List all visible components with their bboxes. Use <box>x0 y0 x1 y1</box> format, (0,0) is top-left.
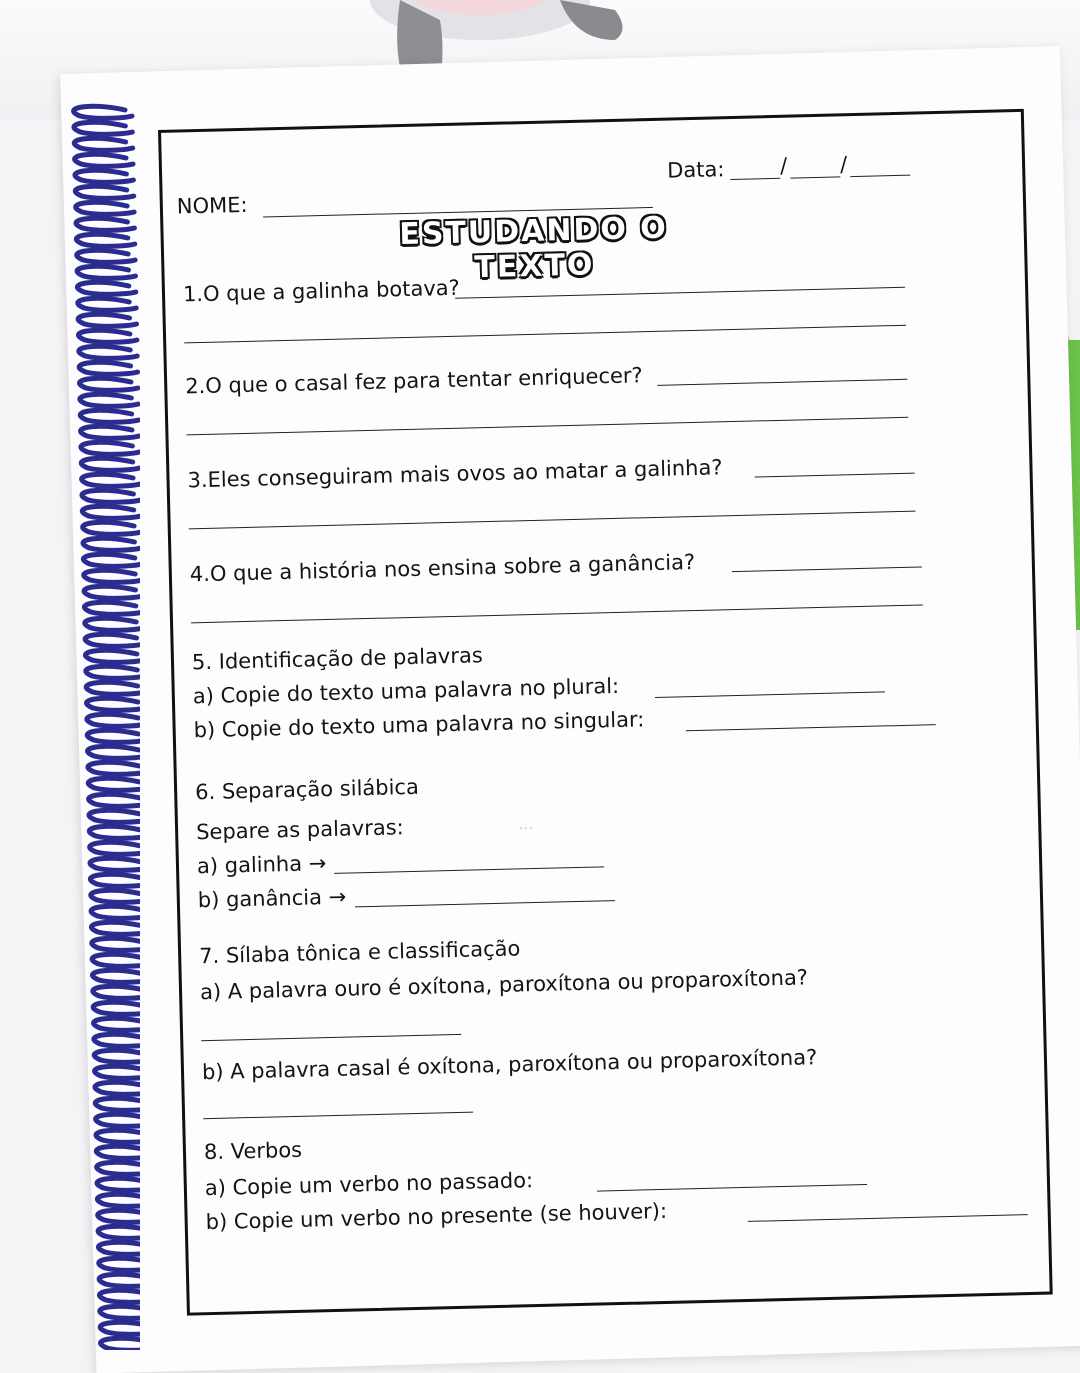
spiral-coil <box>75 186 133 198</box>
spiral-coil <box>90 858 140 870</box>
spiral-coil <box>89 810 140 822</box>
spiral-coil <box>94 1034 140 1046</box>
spiral-coil <box>78 314 136 326</box>
spiral-coil <box>90 842 140 854</box>
spiral-coil <box>101 1338 140 1350</box>
date-separator-1: / <box>779 153 788 178</box>
spiral-coil <box>86 682 140 694</box>
spiral-coil <box>85 618 140 630</box>
spiral-coil <box>75 154 133 166</box>
page-title: ESTUDANDO O TEXTO <box>398 210 669 286</box>
spiral-coil <box>84 586 140 598</box>
spiral-coil <box>78 298 136 310</box>
spiral-coil <box>81 458 139 470</box>
spiral-coil <box>83 538 140 550</box>
spiral-coil <box>74 138 132 150</box>
spiral-coil <box>83 522 140 534</box>
spiral-coil <box>81 426 139 438</box>
data-label: Data: <box>666 157 725 183</box>
spiral-coil <box>88 762 140 774</box>
spiral-coil <box>92 970 140 982</box>
spiral-coil <box>87 730 140 742</box>
spiral-binding <box>30 100 140 1350</box>
spiral-coil <box>96 1146 140 1158</box>
spiral-coil <box>76 218 134 230</box>
section-8-b: b) Copie um verbo no presente (se houver): <box>205 1198 668 1235</box>
spiral-coil <box>88 746 140 758</box>
background-watermark: ... <box>517 814 534 834</box>
spiral-coil <box>91 922 140 934</box>
spiral-coil <box>95 1082 140 1094</box>
answer-line-3a[interactable] <box>755 473 915 478</box>
question-2: 2.O que o casal fez para tentar enriquecer? <box>184 363 643 399</box>
spiral-coil <box>91 890 140 902</box>
spiral-coil <box>77 266 135 278</box>
spiral-coil <box>87 698 140 710</box>
spiral-coil <box>76 202 134 214</box>
spiral-coil <box>81 442 139 454</box>
spiral-coil <box>100 1306 140 1318</box>
spiral-coil <box>82 506 140 518</box>
answer-line-6a[interactable] <box>334 866 604 874</box>
answer-line-5b[interactable] <box>686 724 936 731</box>
spiral-coil <box>95 1098 140 1110</box>
spiral-coil <box>87 714 140 726</box>
answer-line-1a[interactable] <box>455 287 905 299</box>
spiral-coil <box>94 1050 140 1062</box>
question-1: 1.O que a galinha botava? <box>182 275 461 307</box>
spiral-coil <box>79 362 137 374</box>
spiral-coil <box>84 602 140 614</box>
section-6-b: b) ganância → <box>197 884 347 913</box>
spiral-coil <box>82 490 140 502</box>
worksheet <box>158 109 1053 1316</box>
section-6-instruction: Separe as palavras: <box>195 815 404 845</box>
answer-line-1b[interactable] <box>184 325 906 344</box>
spiral-coil <box>88 778 140 790</box>
section-7-heading: 7. Sílaba tônica e classificação <box>198 936 521 969</box>
spiral-coil <box>95 1066 140 1078</box>
spiral-coil <box>80 378 138 390</box>
spiral-coil <box>84 570 140 582</box>
answer-line-2b[interactable] <box>186 417 908 436</box>
date-day-line[interactable] <box>730 178 780 180</box>
spiral-coil <box>96 1130 140 1142</box>
answer-line-7b[interactable] <box>203 1112 473 1120</box>
spiral-coil <box>77 282 135 294</box>
spiral-coil <box>74 122 132 134</box>
spiral-coil <box>91 906 140 918</box>
spiral-coil <box>85 650 140 662</box>
spiral-coil <box>74 106 132 118</box>
date-separator-2: / <box>839 152 848 177</box>
section-5-a: a) Copie do texto uma palavra no plural: <box>192 673 620 709</box>
spiral-coil <box>78 330 136 342</box>
spiral-coil <box>94 1018 140 1030</box>
nome-label: NOME: <box>176 192 248 219</box>
spiral-coil <box>93 1002 140 1014</box>
date-year-line[interactable] <box>850 175 910 177</box>
spiral-coil <box>80 410 138 422</box>
spiral-coil <box>93 986 140 998</box>
spiral-coil <box>86 666 140 678</box>
section-5-heading: 5. Identificação de palavras <box>191 643 484 675</box>
spiral-coil <box>97 1178 140 1190</box>
spiral-coil <box>80 394 138 406</box>
section-8-heading: 8. Verbos <box>203 1137 303 1165</box>
spiral-coil <box>79 346 137 358</box>
answer-line-2a[interactable] <box>657 379 907 386</box>
spiral-coil <box>98 1210 140 1222</box>
spiral-coil <box>99 1258 140 1270</box>
spiral-coil <box>100 1322 140 1334</box>
spiral-coil <box>77 250 135 262</box>
answer-line-8a[interactable] <box>597 1184 867 1192</box>
spiral-coil <box>75 170 133 182</box>
section-6-heading: 6. Separação silábica <box>194 774 420 805</box>
spiral-coil <box>98 1242 140 1254</box>
spiral-coil <box>90 874 140 886</box>
spiral-coil <box>85 634 140 646</box>
section-7-b: b) A palavra casal é oxítona, paroxítona ou proparoxítona? <box>201 1045 818 1085</box>
date-month-line[interactable] <box>790 176 840 178</box>
answer-line-8b[interactable] <box>748 1214 1028 1222</box>
answer-line-5a[interactable] <box>655 691 885 698</box>
spiral-coil <box>82 474 140 486</box>
answer-line-7a[interactable] <box>201 1034 461 1041</box>
question-4: 4.O que a história nos ensina sobre a ganância? <box>189 550 696 587</box>
answer-line-4a[interactable] <box>732 566 922 572</box>
section-5-b: b) Copie do texto uma palavra no singular: <box>193 707 645 743</box>
spiral-coil <box>83 554 140 566</box>
spiral-coil <box>96 1114 140 1126</box>
spiral-coil <box>89 826 140 838</box>
question-3: 3.Eles conseguiram mais ovos ao matar a galinha? <box>187 455 723 493</box>
answer-line-3b[interactable] <box>189 511 916 530</box>
spiral-coil <box>98 1226 140 1238</box>
spiral-coil <box>92 938 140 950</box>
spiral-coil <box>76 234 134 246</box>
section-7-a: a) A palavra ouro é oxítona, paroxítona ou proparoxítona? <box>199 965 809 1005</box>
spiral-coil <box>89 794 140 806</box>
spiral-coil <box>99 1274 140 1286</box>
spiral-coil <box>92 954 140 966</box>
spiral-coil <box>97 1162 140 1174</box>
answer-line-4b[interactable] <box>191 604 923 623</box>
section-6-a: a) galinha → <box>196 851 327 879</box>
spiral-coil <box>97 1194 140 1206</box>
spiral-coil <box>99 1290 140 1302</box>
section-8-a: a) Copie um verbo no passado: <box>204 1168 534 1201</box>
answer-line-6b[interactable] <box>355 900 615 907</box>
